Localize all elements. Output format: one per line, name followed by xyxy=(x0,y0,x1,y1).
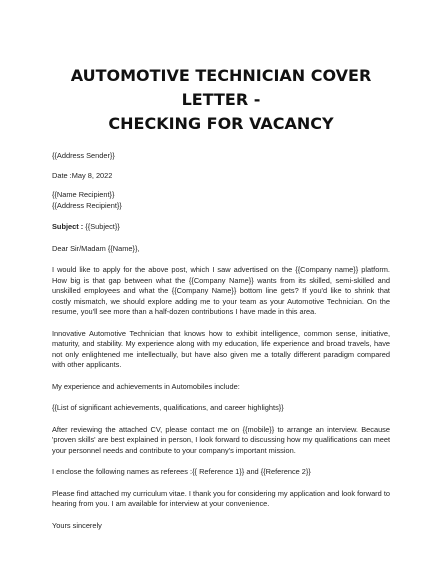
paragraph-5: After reviewing the attached CV, please contact me on {{mobile}} to arrange an interview. Because 'proven skills' are best explained in person, I look forward to discussing how my qualifications can meet your personnel needs and contribute to your company's important mission. xyxy=(52,424,390,455)
subject-line xyxy=(52,222,390,233)
paragraph-2: Innovative Automotive Technician that knows how to exhibit intelligence, common sense, initiative, maturity, and stability. My experience along with my education, life experience and broad travels, have not only enlightened me intellectually, but have also given me a totally different paradigm compared with other applicants. xyxy=(52,328,390,369)
title-line-2: CHECKING FOR VACANCY xyxy=(108,114,334,133)
date-label: Date : xyxy=(52,170,72,180)
subject-value: {{Subject}} xyxy=(83,222,120,231)
closing: Yours sincerely xyxy=(52,520,102,530)
paragraph-6: I enclose the following names as referees :{{ Reference 1}} and {{Reference 2}} xyxy=(52,467,311,476)
paragraph-1: I would like to apply for the above post, which I saw advertised on the {{Company name}} platform. How big is that gap between what the {{Company Name}} wants from its skilled, semi-skilled and unskilled employees and what the {{Company Name}} bottom line gets? If you'd like to shrink that costly mismatch, we should explore adding me to your team as your Automotive Technician. On the resume, you'll see more than a half-dozen contributions I have made in this area. xyxy=(52,265,390,316)
subject-label: Subject : xyxy=(52,222,84,231)
date-value: May 8, 2022 xyxy=(71,170,113,180)
paragraph-7: Please find attached my curriculum vitae. I thank you for considering my application and look forward to hearing from you. I am available for interview at your convenience. xyxy=(52,488,390,508)
paragraph-4: {{List of significant achievements, qualifications, and career highlights}} xyxy=(52,403,284,412)
name-recipient: {{Name Recipient}} xyxy=(52,190,115,199)
salutation: Dear Sir/Madam {{Name}}, xyxy=(52,243,140,253)
paragraph-3: My experience and achievements in Automobiles include: xyxy=(52,381,240,391)
address-recipient: {{Address Recipient}} xyxy=(52,200,122,210)
page-title xyxy=(52,0,390,136)
date-line xyxy=(52,171,390,182)
address-sender: {{Address Sender}} xyxy=(52,151,115,160)
title-line-1: AUTOMOTIVE TECHNICIAN COVER LETTER - xyxy=(70,66,372,109)
